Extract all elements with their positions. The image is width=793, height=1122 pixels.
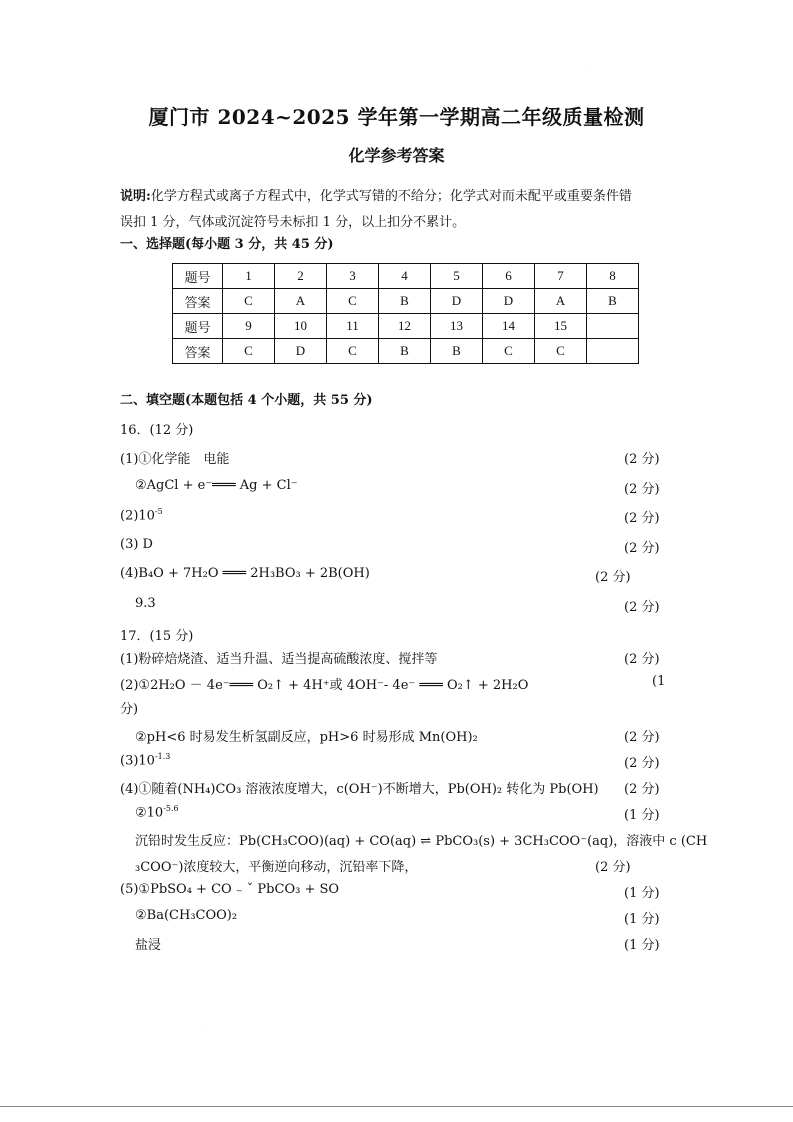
q17-line-2: (2)①2H₂O － 4e⁻═══ O₂↑ + 4H⁺或 4OH⁻- 4e⁻ ═══ O₂↑ + 2H₂O <box>120 678 529 693</box>
q17-line-7: 沉铅时发生反应：Pb(CH₃COO)(aq) + CO(aq) ⇌ PbCO₃(s) + 3CH₃COO⁻(aq)，溶液中 c (CH <box>135 834 708 849</box>
q17-line-4-exp: -1.3 <box>154 752 171 761</box>
table-row-header: 答案 <box>173 289 223 314</box>
q17-line-9: (5)①PbSO₄ + CO ₋ ˇ PbCO₃ + SO <box>120 882 340 897</box>
table-cell: 12 <box>379 314 431 339</box>
q17-score-1: (2 分) <box>624 652 660 667</box>
table-cell: B <box>431 339 483 364</box>
q17-score-3: (2 分) <box>624 730 660 745</box>
table-cell: 4 <box>379 264 431 289</box>
table-cell: 1 <box>223 264 275 289</box>
table-cell: B <box>379 289 431 314</box>
table-cell: A <box>535 289 587 314</box>
q16-line-3-base: (2)10 <box>120 508 155 524</box>
table-row <box>173 264 639 289</box>
table-cell: B <box>587 289 639 314</box>
table-row <box>173 314 639 339</box>
q17-line-4 <box>120 752 170 768</box>
table-cell: 2 <box>275 264 327 289</box>
table-cell: 8 <box>587 264 639 289</box>
section1-heading: 一、选择题(每小题 3 分，共 45 分) <box>120 237 334 252</box>
table-cell: 6 <box>483 264 535 289</box>
q17-line-6-exp: -5.6 <box>163 804 179 813</box>
q16-line-1: (1)①化学能 电能 <box>120 452 230 467</box>
table-cell: 13 <box>431 314 483 339</box>
table-row-header: 题号 <box>173 314 223 339</box>
q17-line-10: ②Ba(CH₃COO)₂ <box>135 908 238 923</box>
footer-divider <box>0 1106 793 1107</box>
q17-score-2a: (1 <box>652 674 666 689</box>
table-cell: C <box>327 339 379 364</box>
table-cell <box>587 339 639 364</box>
q17-score-5: (2 分) <box>624 782 660 797</box>
table-cell: C <box>223 289 275 314</box>
table-cell: 3 <box>327 264 379 289</box>
q16-score-3: (2 分) <box>624 511 660 526</box>
q16-line-4: (3) D <box>120 537 153 552</box>
q16-line-3 <box>120 507 163 523</box>
table-cell: 15 <box>535 314 587 339</box>
answer-table <box>172 263 639 364</box>
table-cell: A <box>275 289 327 314</box>
q17-line-4-base: (3)10 <box>120 753 155 769</box>
q17-score-8: (2 分) <box>595 860 631 875</box>
q16-score-1: (2 分) <box>624 452 660 467</box>
q17-score-10: (1 分) <box>624 912 660 927</box>
q17-score-9: (1 分) <box>624 886 660 901</box>
table-row-header: 答案 <box>173 339 223 364</box>
corner-mark: · <box>587 66 589 71</box>
table-cell: C <box>535 339 587 364</box>
q17-line-6 <box>135 804 179 820</box>
page-subtitle: 化学参考答案 <box>348 146 445 165</box>
q16-score-6: (2 分) <box>624 600 660 615</box>
q17-line-3: ②pH<6 时易发生析氢副反应，pH>6 时易形成 Mn(OH)₂ <box>135 730 478 745</box>
page-speck: · <box>204 1028 206 1033</box>
table-row <box>173 339 639 364</box>
q17-score-6: (1 分) <box>624 808 660 823</box>
q16-line-3-exp: -5 <box>154 507 163 516</box>
q17-line-1: (1)粉碎焙烧渣、适当升温、适当提高硫酸浓度、搅拌等 <box>120 652 438 667</box>
table-cell: C <box>223 339 275 364</box>
q17-line-6-base: ②10 <box>135 805 164 821</box>
note-text-2: 误扣 1 分，气体或沉淀符号未标扣 1 分，以上扣分不累计。 <box>120 215 466 230</box>
q16-line-5: (4)B₄O + 7H₂O ═══ 2H₃BO₃ + 2B(OH) <box>120 566 370 581</box>
table-cell: D <box>431 289 483 314</box>
q16-line-6: 9.3 <box>135 596 156 611</box>
table-cell: 9 <box>223 314 275 339</box>
table-cell: 14 <box>483 314 535 339</box>
table-cell: 7 <box>535 264 587 289</box>
table-cell: B <box>379 339 431 364</box>
q17-score-4: (2 分) <box>624 756 660 771</box>
q17-score-11: (1 分) <box>624 938 660 953</box>
note-label: 说明: <box>120 189 151 204</box>
q17-heading: 17．(15 分) <box>120 629 194 644</box>
page-title: 厦门市 2024~2025 学年第一学期高二年级质量检测 <box>148 105 645 129</box>
table-cell: D <box>275 339 327 364</box>
instructions-note <box>120 184 680 236</box>
note-text-1: 化学方程式或离子方程式中，化学式写错的不给分；化学式对而未配平或重要条件错 <box>150 189 632 204</box>
table-row-header: 题号 <box>173 264 223 289</box>
table-cell <box>587 314 639 339</box>
q17-line-11: 盐浸 <box>135 938 162 953</box>
table-cell: C <box>483 339 535 364</box>
table-cell: 11 <box>327 314 379 339</box>
q17-score-2b: 分) <box>120 702 139 717</box>
q17-line-5: (4)①随着(NH₄)CO₃ 溶液浓度增大，c(OH⁻)不断增大，Pb(OH)₂ 转化为 Pb(OH) <box>120 782 599 797</box>
q16-line-2: ②AgCl + e⁻═══ Ag + Cl⁻ <box>135 478 298 493</box>
table-cell: D <box>483 289 535 314</box>
q16-heading: 16．(12 分) <box>120 423 194 438</box>
q16-score-5: (2 分) <box>595 570 631 585</box>
table-cell: C <box>327 289 379 314</box>
q16-score-4: (2 分) <box>624 541 660 556</box>
q17-line-8: ₃COO⁻)浓度较大，平衡逆向移动，沉铅率下降， <box>135 860 418 875</box>
table-cell: 5 <box>431 264 483 289</box>
section2-heading: 二、填空题(本题包括 4 个小题，共 55 分) <box>120 393 373 408</box>
table-cell: 10 <box>275 314 327 339</box>
table-row <box>173 289 639 314</box>
q16-score-2: (2 分) <box>624 482 660 497</box>
